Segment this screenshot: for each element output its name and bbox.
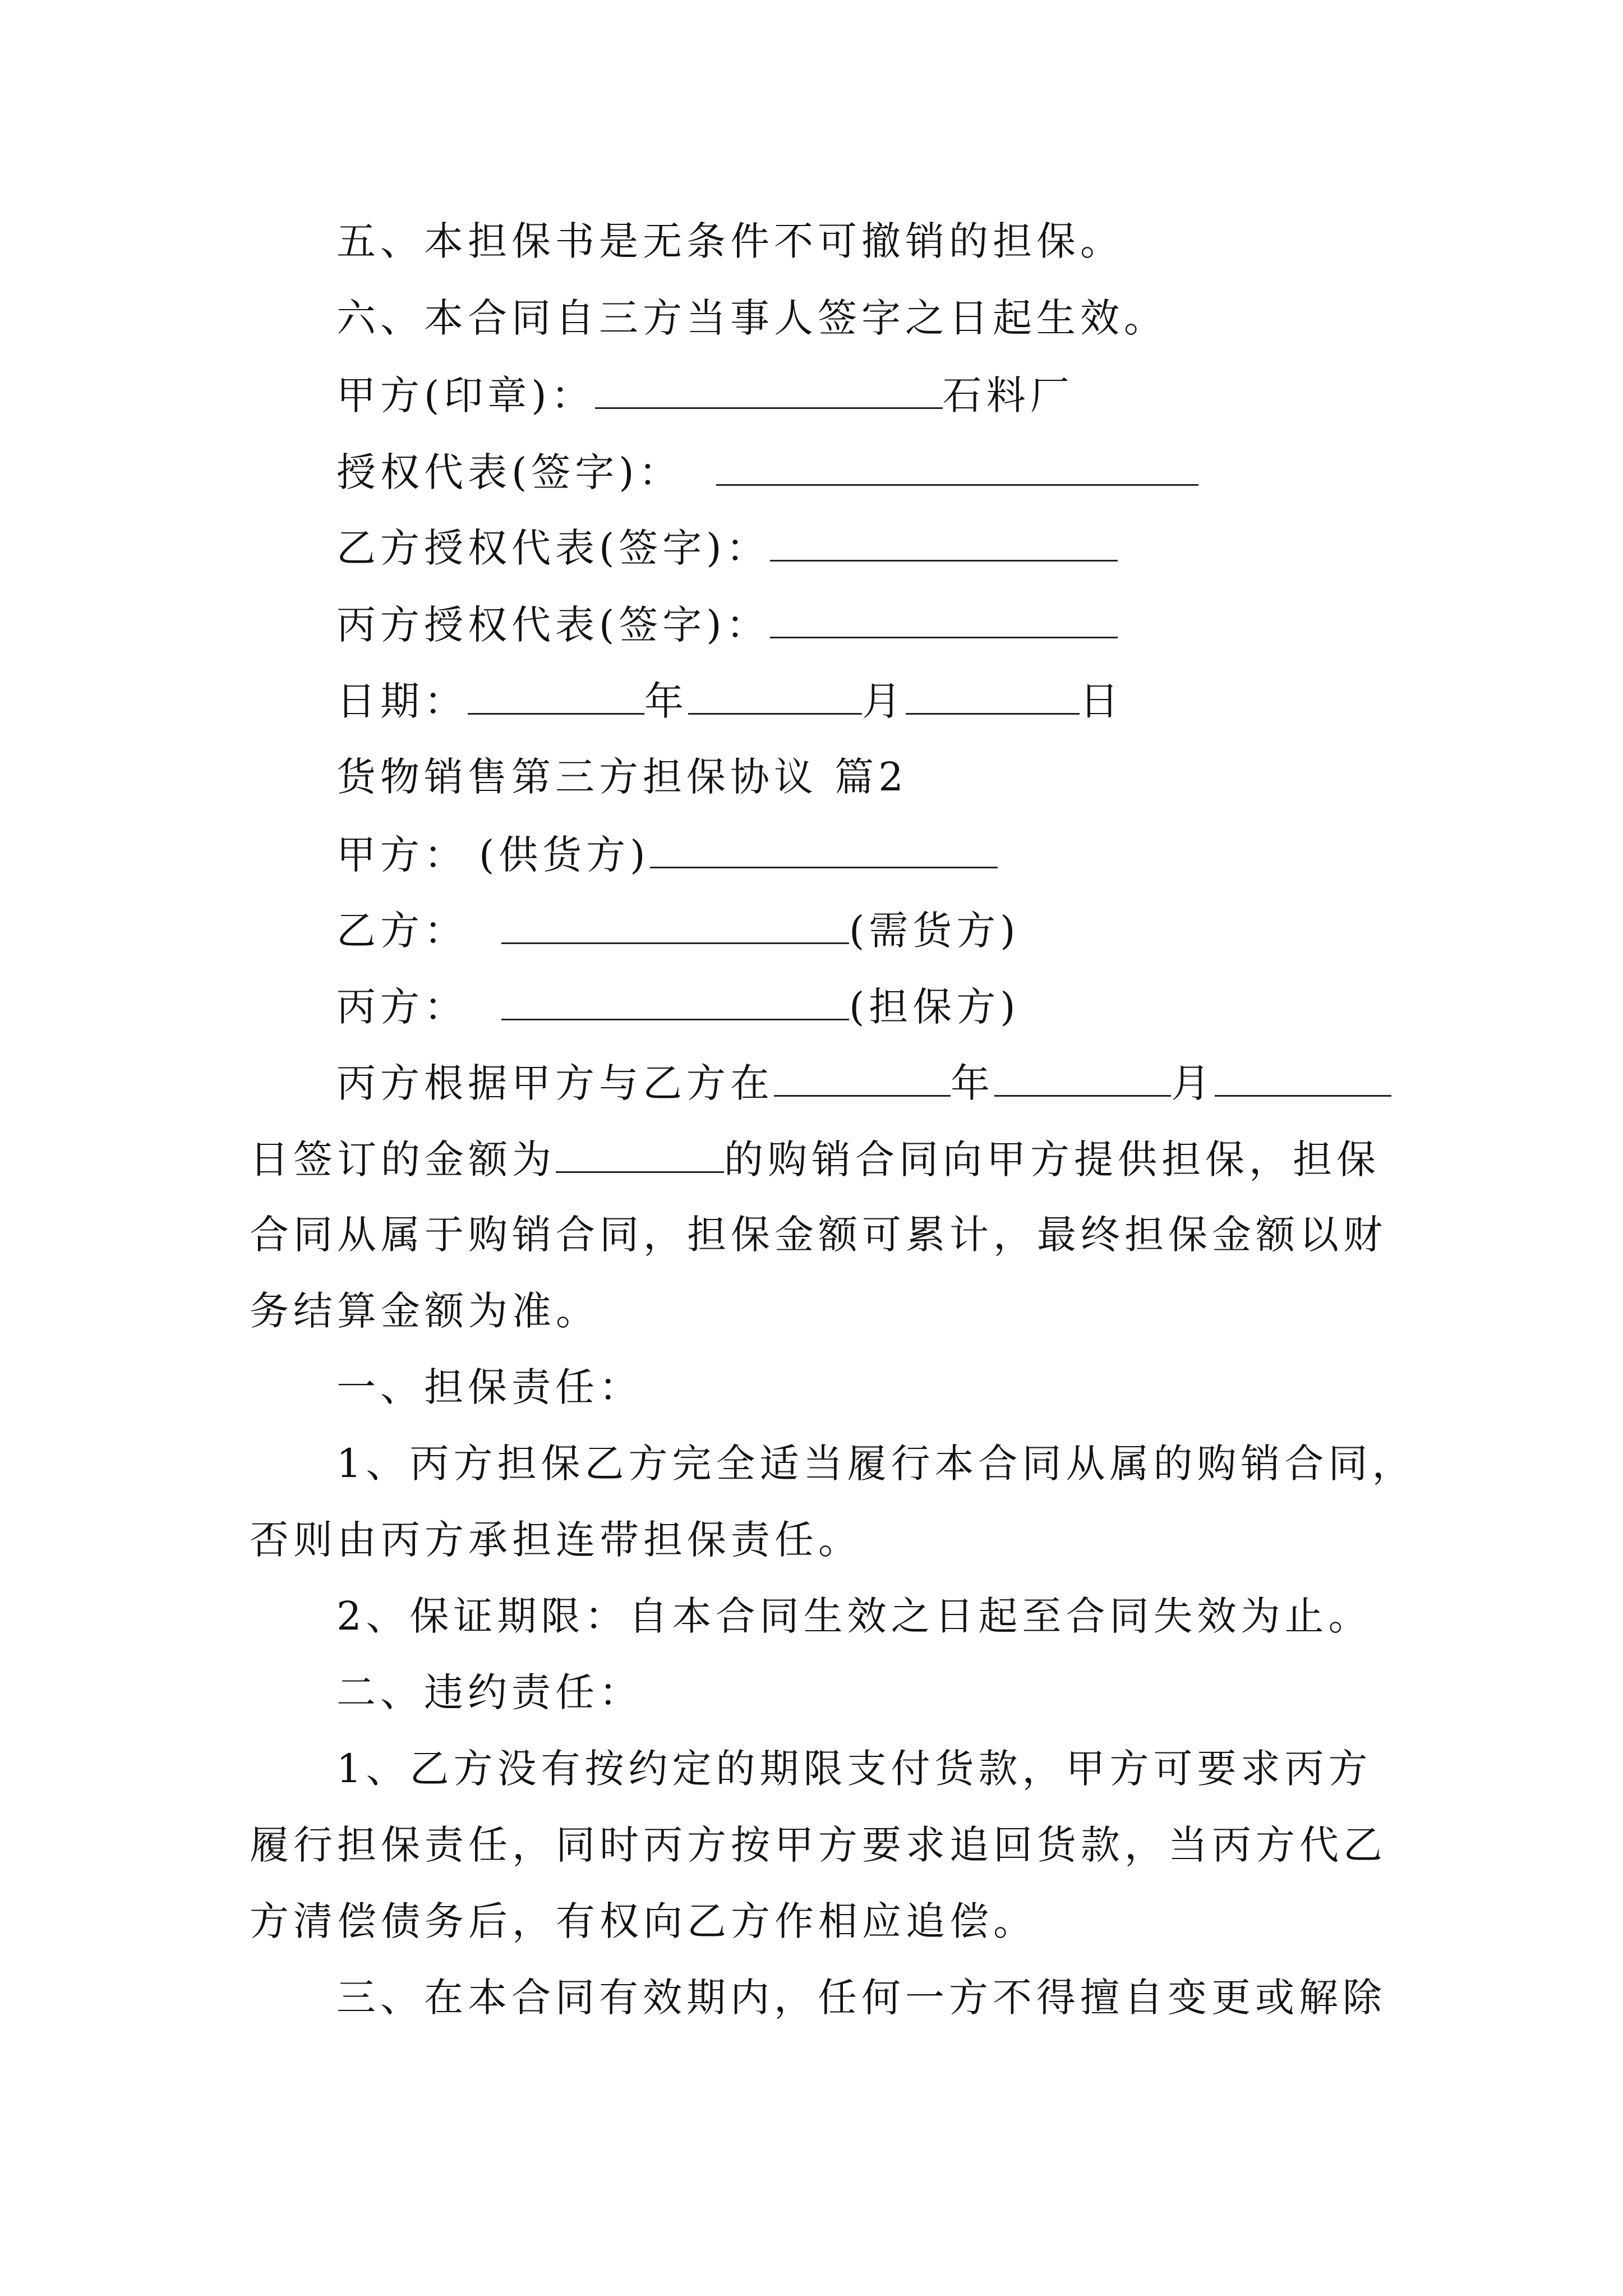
section-title-part-2: 货物销售第三方担保协议 篇2 — [336, 754, 908, 800]
intro-year-label: 年 — [951, 1060, 994, 1106]
breach-item-1-line-2: 履行担保责任，同时丙方按甲方要求追回货款，当丙方代乙 — [250, 1822, 1387, 1868]
guarantee-item-2: 2、保证期限：自本合同生效之日起至合同失效为止。 — [336, 1593, 1372, 1639]
clause-5: 五、本担保书是无条件不可撤销的担保。 — [336, 218, 1124, 264]
intro-year-blank[interactable] — [774, 1062, 951, 1097]
party-b-role: (需货方) — [849, 908, 1020, 954]
guarantee-item-1-line-1: 1、丙方担保乙方完全适当履行本合同从属的购销合同， — [336, 1441, 1416, 1487]
para-intro-text: 丙方根据甲方与乙方在 — [336, 1060, 774, 1106]
clause-3-line-1: 三、在本合同有效期内，任何一方不得擅自变更或解除 — [336, 1975, 1386, 2021]
heading-guarantee-liability: 一、担保责任： — [336, 1364, 643, 1410]
breach-item-1-line-3: 方清偿债务后，有权向乙方作相应追偿。 — [250, 1898, 1037, 1944]
date-month-label: 月 — [862, 678, 906, 724]
party-a-line — [336, 832, 998, 878]
intro-month-blank[interactable] — [994, 1062, 1171, 1097]
para-intro-text-2a: 日签订的金额为 — [250, 1137, 556, 1182]
date-month-blank[interactable] — [688, 680, 862, 715]
clause-6: 六、本合同自三方当事人签字之日起生效。 — [336, 295, 1168, 341]
party-a-seal-line — [336, 372, 1074, 418]
party-b-line — [336, 908, 1020, 954]
party-a-seal-blank[interactable] — [595, 375, 943, 409]
party-b-label: 乙方： — [336, 908, 468, 954]
party-b-rep-blank[interactable] — [770, 527, 1118, 562]
heading-breach-liability: 二、违约责任： — [336, 1669, 643, 1715]
party-c-role: (担保方) — [849, 984, 1020, 1030]
party-a-label: 甲方： — [336, 832, 468, 878]
date-year-label: 年 — [644, 678, 688, 724]
para-intro-text-2b: 的购销合同向甲方提供担保，担保 — [724, 1137, 1380, 1182]
authorized-rep-blank[interactable] — [716, 452, 1198, 486]
date-day-label: 日 — [1080, 678, 1123, 724]
date-label: 日期： — [336, 678, 468, 724]
party-b-rep-label: 乙方授权代表(签字)： — [336, 525, 770, 571]
guarantee-item-1-line-2: 否则由丙方承担连带担保责任。 — [250, 1517, 862, 1563]
date-line — [336, 678, 1123, 724]
para-intro-line-3: 合同从属于购销合同，担保金额可累计，最终担保金额以财 — [250, 1212, 1387, 1258]
para-intro-line-1 — [336, 1060, 1391, 1106]
party-c-line — [336, 984, 1020, 1030]
party-a-seal-label: 甲方(印章)： — [336, 372, 595, 418]
party-c-rep-line — [336, 602, 1118, 648]
date-day-blank[interactable] — [906, 680, 1080, 715]
party-a-blank[interactable] — [650, 834, 998, 868]
authorized-rep-line — [336, 449, 1198, 495]
breach-item-1-line-1: 1、乙方没有按约定的期限支付货款，甲方可要求丙方 — [336, 1746, 1372, 1792]
para-intro-line-2 — [250, 1137, 1380, 1182]
party-c-rep-blank[interactable] — [770, 604, 1118, 638]
party-c-blank[interactable] — [501, 986, 849, 1020]
amount-blank[interactable] — [556, 1139, 724, 1173]
party-c-label: 丙方： — [336, 984, 468, 1030]
date-year-blank[interactable] — [468, 680, 644, 715]
party-a-role: (供货方) — [479, 832, 650, 878]
party-b-blank[interactable] — [501, 910, 849, 944]
party-b-rep-line — [336, 525, 1118, 571]
party-c-rep-label: 丙方授权代表(签字)： — [336, 602, 770, 648]
party-a-seal-suffix: 石料厂 — [942, 372, 1074, 418]
authorized-rep-label: 授权代表(签字)： — [336, 449, 683, 495]
intro-day-blank[interactable] — [1215, 1062, 1391, 1097]
intro-month-label: 月 — [1171, 1060, 1215, 1106]
para-intro-line-4: 务结算金额为准。 — [250, 1288, 600, 1334]
